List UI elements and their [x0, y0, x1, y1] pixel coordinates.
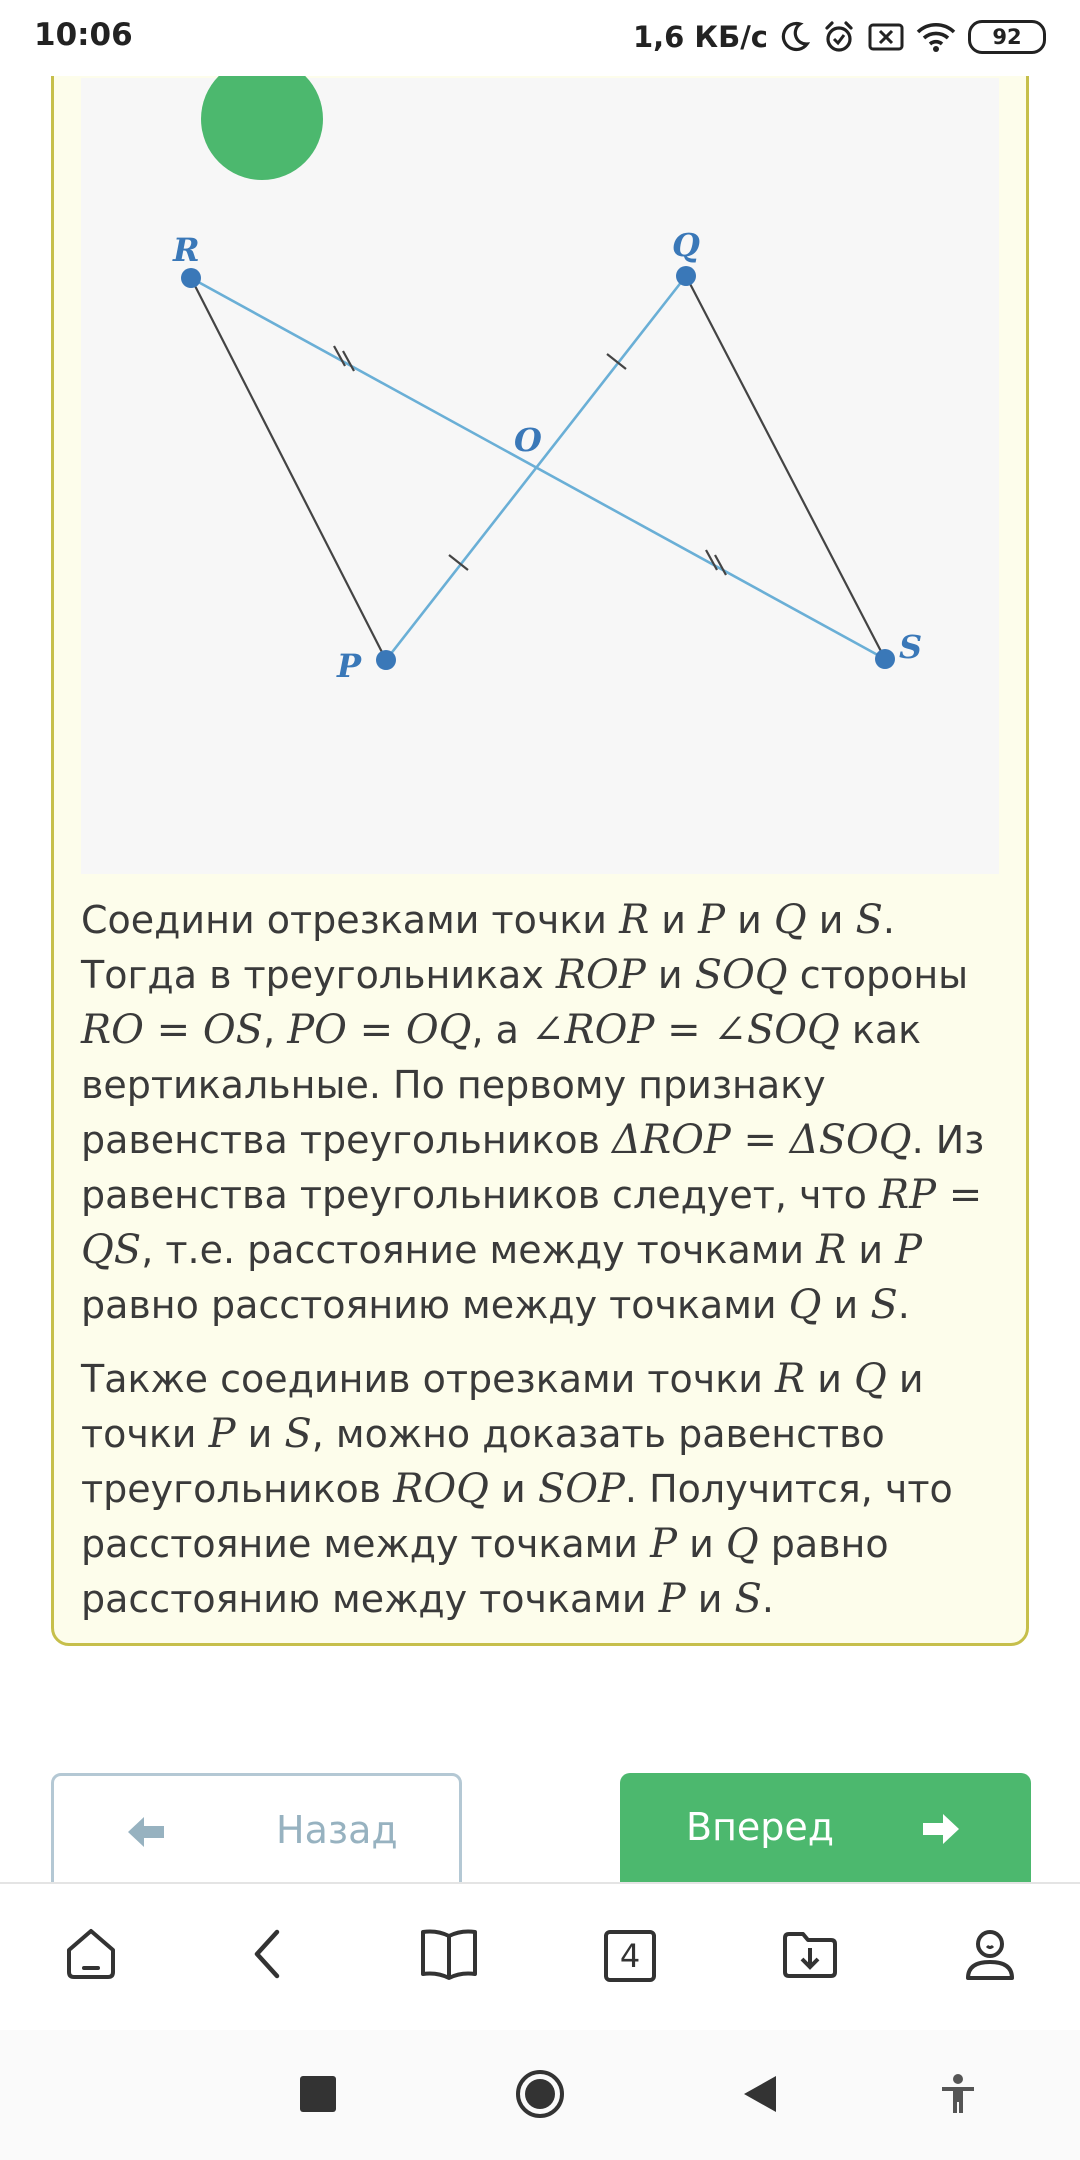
geometry-figure — [81, 78, 999, 874]
tabs-counter[interactable] — [598, 1924, 662, 1988]
system-navbar — [0, 2030, 1080, 2160]
download-folder-icon — [779, 1924, 841, 1988]
forward-button[interactable] — [620, 1773, 1031, 1893]
chevron-left-icon — [239, 1924, 299, 1988]
back-tab[interactable] — [237, 1924, 301, 1988]
circle-icon[interactable] — [514, 2068, 566, 2124]
label-q: Q — [672, 226, 700, 264]
forward-button-label: Вперед — [686, 1805, 835, 1849]
figure-panel — [81, 78, 999, 874]
triangle-back-icon[interactable] — [740, 2072, 780, 2120]
moon-icon — [780, 21, 810, 53]
network-speed: 1,6 КБ/с — [632, 20, 768, 54]
point-r — [181, 268, 201, 288]
app-tabbar — [0, 1882, 1080, 2030]
solution-paragraph-2: Также соединив отрезками точки R и Q и точки P и S, можно доказать равенство треугольников ROQ и SOP. Получится, что расстояние между точками P и Q равно расстоянию между точками P и S. — [81, 1356, 953, 1622]
segment-rs — [191, 278, 885, 659]
wifi-icon — [916, 21, 956, 53]
label-p: P — [337, 647, 362, 685]
counter-icon: 4 — [604, 1930, 656, 1982]
profile-icon — [960, 1924, 1020, 1988]
segment-rp — [191, 278, 386, 660]
status-time: 10:06 — [34, 17, 133, 53]
back-button-label: Назад — [276, 1808, 398, 1852]
point-p — [376, 650, 396, 670]
alarm-icon — [822, 20, 856, 54]
back-button[interactable] — [51, 1773, 462, 1893]
label-o: O — [514, 421, 542, 459]
label-r: R — [173, 231, 200, 269]
arrow-left-icon — [124, 1812, 168, 1856]
profile-tab[interactable] — [958, 1924, 1022, 1988]
point-q — [676, 266, 696, 286]
book-icon — [417, 1924, 481, 1988]
label-s: S — [899, 628, 923, 666]
home-icon — [61, 1924, 121, 1988]
home-tab[interactable] — [59, 1924, 123, 1988]
sim-off-icon — [868, 22, 904, 52]
battery-indicator: 92 — [968, 20, 1046, 54]
arrow-right-icon — [919, 1809, 963, 1853]
downloads-tab[interactable] — [778, 1924, 842, 1988]
book-tab[interactable] — [417, 1924, 481, 1988]
square-icon[interactable] — [296, 2072, 340, 2120]
accessibility-icon[interactable] — [936, 2072, 980, 2120]
status-bar — [0, 0, 1080, 76]
segment-pq — [386, 276, 686, 660]
solution-paragraph-1: Соедини отрезками точки R и P и Q и S. Тогда в треугольниках ROP и SOQ стороны RO = OS, PO = OQ, а ∠ROP = ∠SOQ как вертикальные. По первому признаку равенства треугольников ΔROP = ΔSOQ. Из равенства треугольников следует, что RP = QS, т.е. расстояние между точками R и P равно расстоянию между точками Q и S. — [81, 897, 985, 1328]
segment-qs — [686, 276, 885, 659]
point-s — [875, 649, 895, 669]
status-icons — [633, 16, 1046, 58]
step-badge — [201, 58, 323, 180]
